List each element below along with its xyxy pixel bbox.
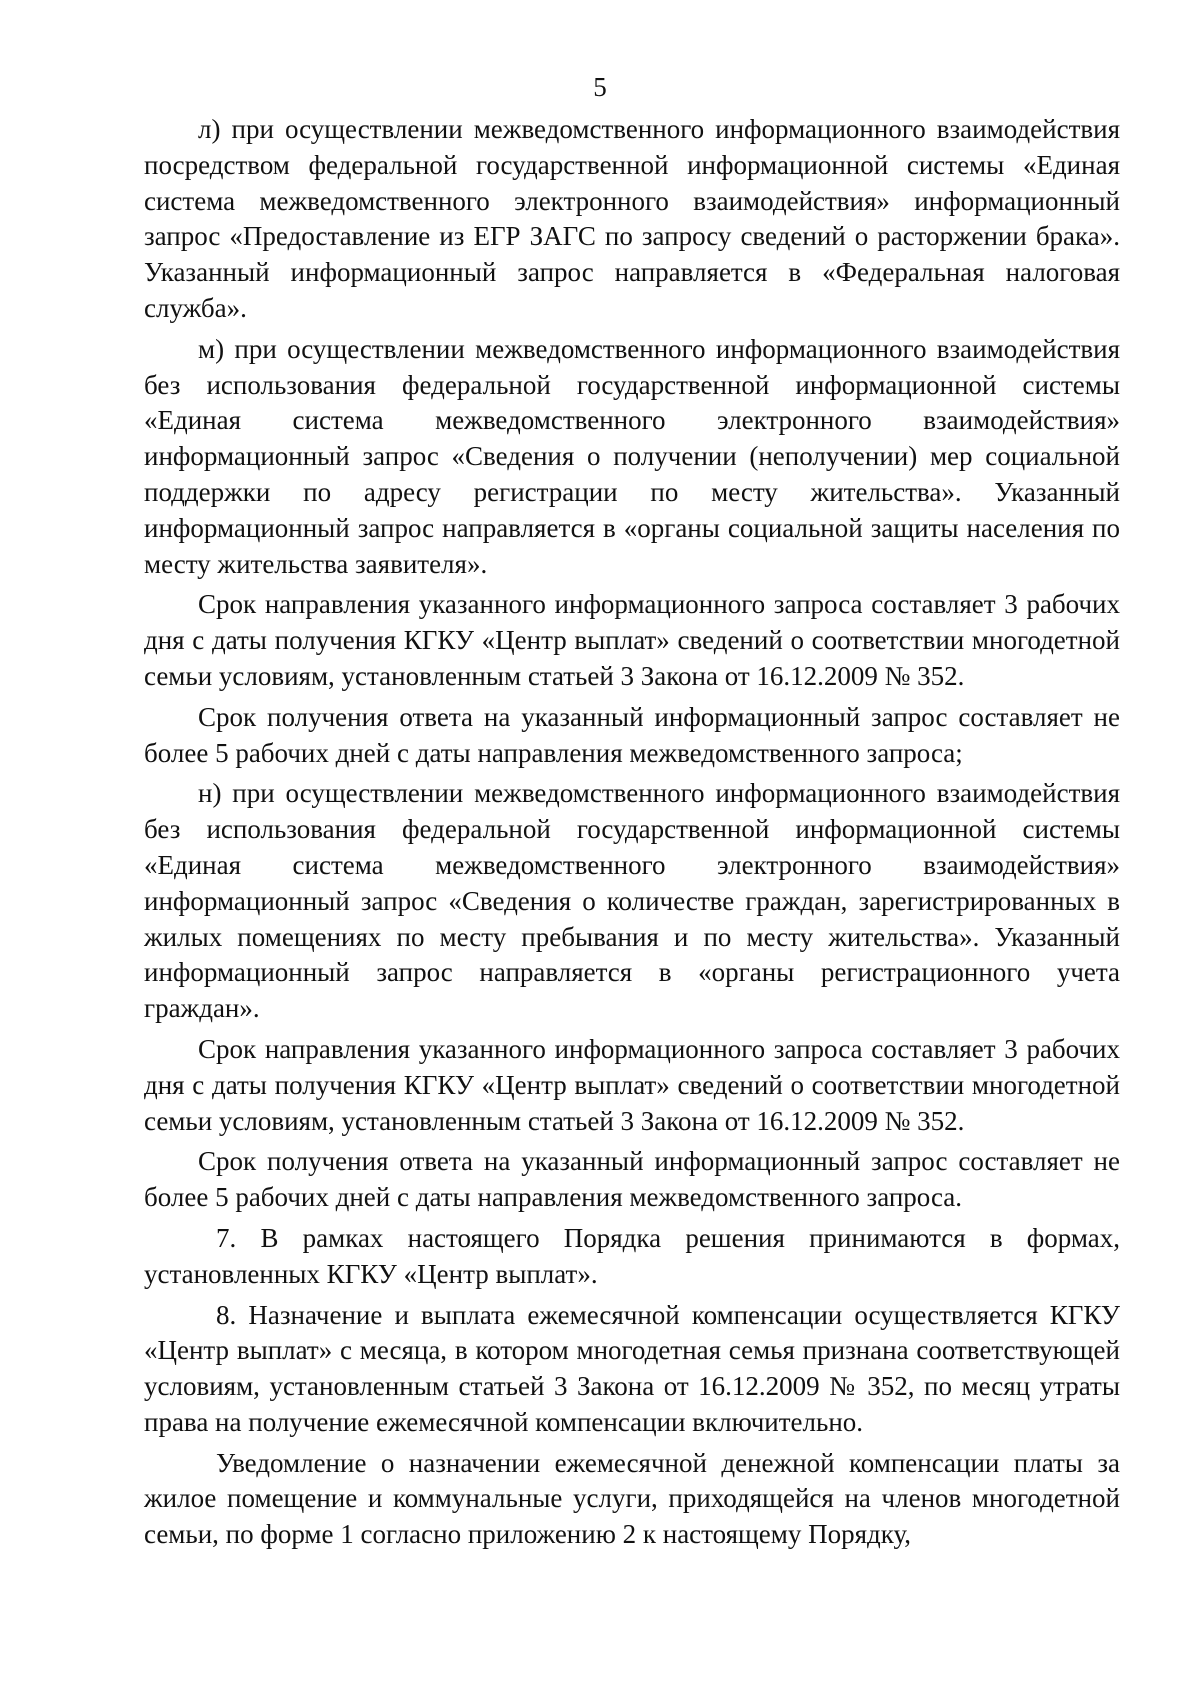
paragraph-item-m-term-send: Срок направления указанного информационного запроса составляет 3 рабочих дня с даты получения КГКУ «Центр выплат» сведений о соответствии многодетной семьи условиям, установленным статьей 3 Закона от 16.12.2009 № 352. xyxy=(144,589,1120,691)
page-number: 5 xyxy=(593,72,607,102)
paragraph-item-l: л) при осуществлении межведомственного информационного взаимодействия посредством федеральной государственной информационной системы «Единая система межведомственного электронного взаимодействия» информационный запрос «Предоставление из ЕГР ЗАГС по запросу сведений о расторжении брака». Указанный информационный запрос направляется в «Федеральная налоговая служба». xyxy=(144,114,1120,323)
document-body xyxy=(144,112,1120,1558)
paragraph-notice: Уведомление о назначении ежемесячной денежной компенсации платы за жилое помещение и коммунальные услуги, приходящейся на членов многодетной семьи, по форме 1 согласно приложению 2 к настоящему Порядку, xyxy=(144,1447,1120,1550)
paragraph-item-m-term-receive: Срок получения ответа на указанный информационный запрос составляет не более 5 рабочих дней с даты направления межведомственного запроса; xyxy=(144,701,1120,768)
paragraph-item-n-term-receive: Срок получения ответа на указанный информационный запрос составляет не более 5 рабочих дней с даты направления межведомственного запроса. xyxy=(144,1146,1120,1213)
paragraph-item-m: м) при осуществлении межведомственного информационного взаимодействия без использования федеральной государственной информационной системы «Единая система межведомственного электронного взаимодействия» информационный запрос «Сведения о получении (неполучении) мер социальной поддержки по адресу регистрации по месту жительства». Указанный информационный запрос направляется в «органы социальной защиты населения по месту жительства заявителя». xyxy=(144,333,1120,579)
paragraph-item-n: н) при осуществлении межведомственного информационного взаимодействия без использования федеральной государственной информационной системы «Единая система межведомственного электронного взаимодействия» информационный запрос «Сведения о количестве граждан, зарегистрированных в жилых помещениях по месту пребывания и по месту жительства». Указанный информационный запрос направляется в «органы регистрационного учета граждан». xyxy=(144,778,1120,1024)
paragraph-point-8: 8. Назначение и выплата ежемесячной компенсации осуществляется КГКУ «Центр выплат» с месяца, в котором многодетная семья признана соответствующей условиям, установленным статьей 3 Закона от 16.12.2009 № 352, по месяц утраты права на получение ежемесячной компенсации включительно. xyxy=(144,1299,1120,1437)
paragraph-item-n-term-send: Срок направления указанного информационного запроса составляет 3 рабочих дня с даты получения КГКУ «Центр выплат» сведений о соответствии многодетной семьи условиям, установленным статьей 3 Закона от 16.12.2009 № 352. xyxy=(144,1033,1120,1136)
paragraph-point-7: 7. В рамках настоящего Порядка решения принимаются в формах, установленных КГКУ «Центр выплат». xyxy=(144,1222,1120,1289)
